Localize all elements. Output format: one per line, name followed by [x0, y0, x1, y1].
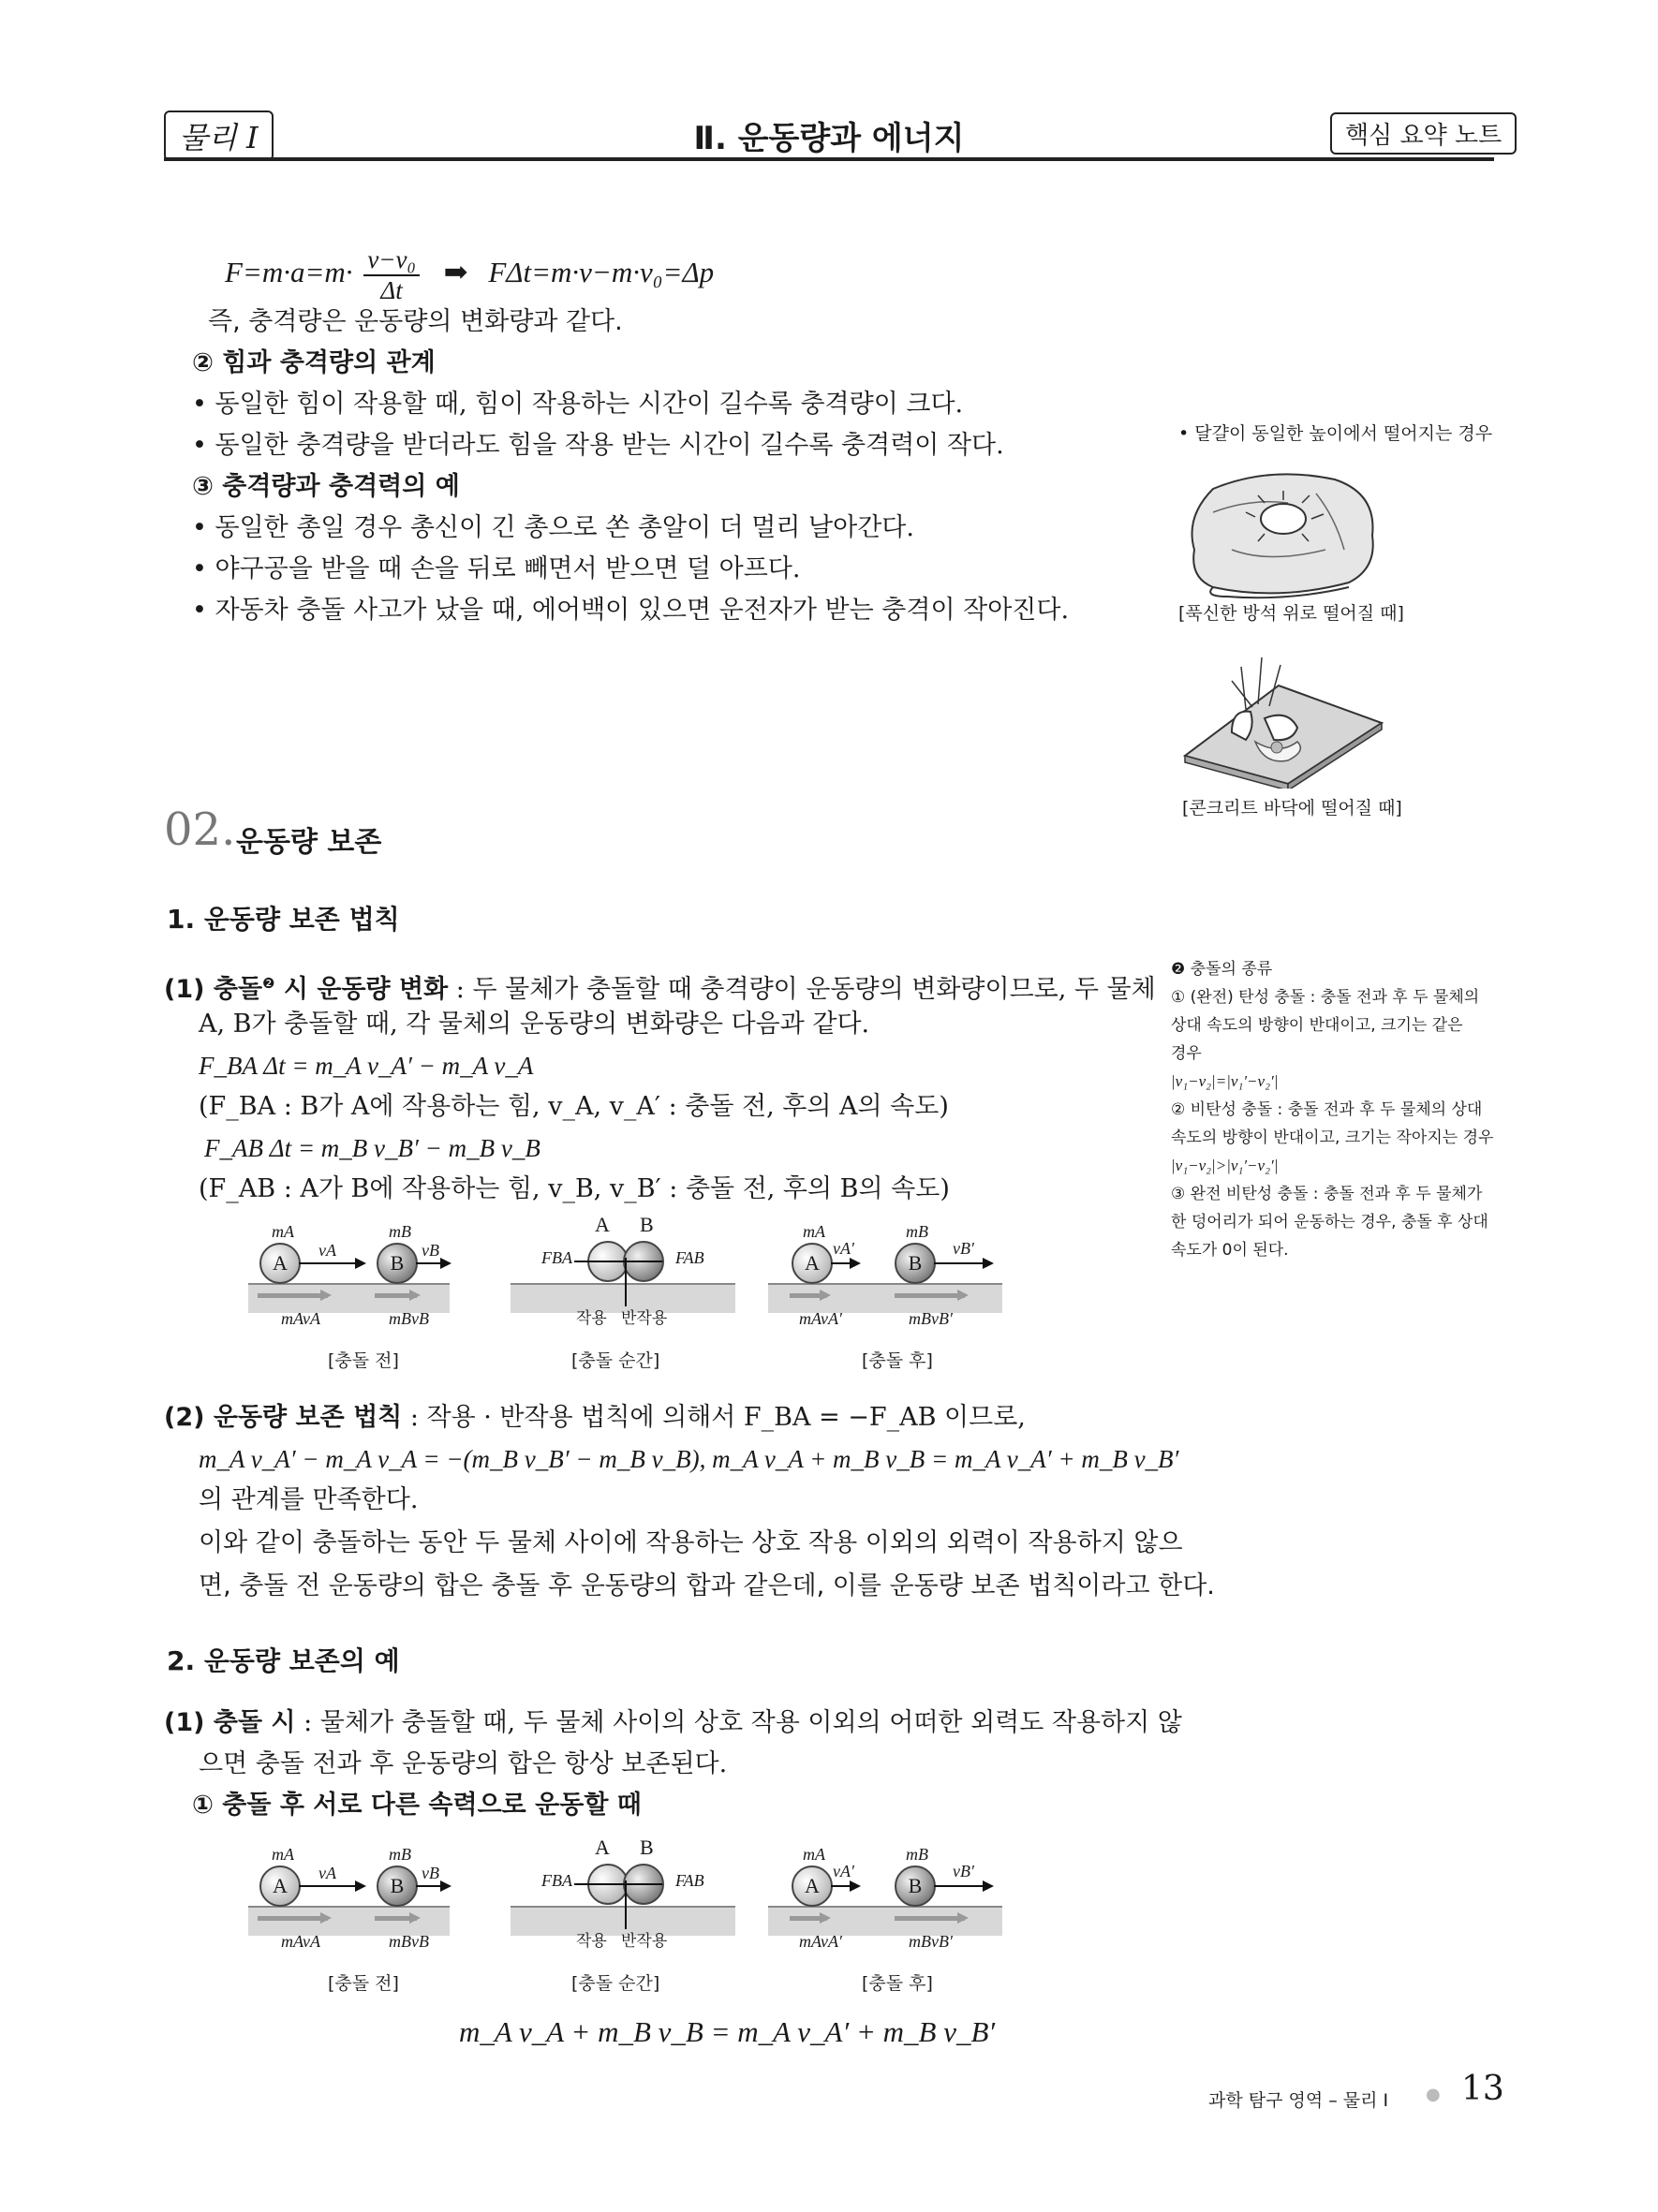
caption-before: [충돌 전]	[328, 1973, 399, 1994]
para-2-line-3: 의 관계를 만족한다.	[199, 1485, 419, 1514]
example-line-2: 으면 충돌 전과 후 운동량의 합은 항상 보존된다.	[199, 1749, 728, 1778]
momentum-a-after-arrow-icon	[790, 1916, 827, 1921]
header-rule	[164, 157, 1494, 161]
summary-tag: 핵심 요약 노트	[1330, 112, 1517, 155]
caption-before: [충돌 전]	[328, 1350, 399, 1371]
section-title: 운동량 보존	[236, 826, 382, 859]
force-arrows-icon	[574, 1883, 662, 1885]
ball-b-after: B	[895, 1243, 936, 1284]
formula-lhs: F=m·a=m·	[225, 256, 353, 289]
collision-types-line: 속도가 0이 된다.	[1171, 1241, 1289, 1260]
collision-types-line: 상대 속도의 방향이 반대이고, 크기는 같은	[1171, 1016, 1463, 1035]
footer-dot-icon: ●	[1426, 2085, 1441, 2104]
momentum-a-label: mAvA	[281, 1932, 320, 1951]
collision-types-line: ① (완전) 탄성 충돌 : 충돌 전과 후 두 물체의	[1171, 988, 1480, 1007]
velocity-b-arrow-icon	[416, 1885, 450, 1887]
momentum-b-after-label: mBvB′	[909, 1309, 953, 1328]
ball-a: A	[259, 1865, 301, 1907]
velocity-a-after-label: vA′	[833, 1239, 854, 1258]
momentum-a-after-label: mAvA′	[799, 1932, 842, 1951]
conservation-equation: m_A v_A′ − m_A v_A = −(m_B v_B′ − m_B v_B), m_A v_A + m_B v_B = m_A v_A′ + m_B v_B′	[199, 1445, 1179, 1473]
collision-diagram-2	[248, 1836, 1012, 2004]
velocity-b-after-label: vB′	[953, 1862, 974, 1880]
caption-during: [충돌 순간]	[571, 1973, 660, 1994]
velocity-a-after-arrow-icon	[831, 1885, 859, 1887]
collision-types-line: 한 덩어리가 되어 운동하는 경우, 충돌 후 상대	[1171, 1213, 1488, 1231]
para-2-label: (2) 운동량 보존 법칙	[164, 1403, 403, 1432]
inelastic-condition: |v₁−v₂|>|v₁′−v₂′|	[1171, 1157, 1279, 1174]
velocity-b-after-arrow-icon	[934, 1885, 992, 1887]
force-ba-label: FBA	[541, 1871, 572, 1890]
para-collision-example	[164, 1703, 1182, 1744]
example-subheading: ① 충돌 후 서로 다른 속력으로 운동할 때	[192, 1791, 642, 1820]
contact-a-label: A	[595, 1836, 610, 1859]
momentum-a-arrow-icon	[258, 1293, 328, 1298]
ball-b: B	[377, 1243, 418, 1284]
bullet-3: • 동일한 총일 경우 총신이 긴 총으로 쏜 총알이 더 멀리 날아간다.	[192, 513, 914, 542]
equation-fab-note: (F_AB : A가 B에 작용하는 힘, v_B, v_B′ : 충돌 전, 후의 B의 속도)	[199, 1174, 950, 1203]
velocity-b-label: vB	[422, 1864, 439, 1882]
contact-b-label: B	[640, 1213, 654, 1236]
momentum-b-label: mBvB	[389, 1932, 429, 1951]
page-number: 13	[1461, 2070, 1504, 2108]
formula-fraction	[363, 245, 420, 305]
caption-after: [충돌 후]	[862, 1350, 933, 1371]
subheading-examples: ③ 충격량과 충격력의 예	[192, 472, 460, 501]
footer-text: 과학 탐구 영역 – 물리 I	[1208, 2090, 1389, 2111]
contact-line	[625, 1258, 627, 1306]
para-1-label: (1) 충돌	[164, 975, 263, 1004]
equation-fba: F_BA Δt = m_A v_A′ − m_A v_A	[199, 1052, 534, 1080]
momentum-b-after-arrow-icon	[895, 1916, 965, 1921]
velocity-b-after-arrow-icon	[934, 1262, 992, 1264]
contact-b-label: B	[640, 1836, 654, 1859]
momentum-b-label: mBvB	[389, 1309, 429, 1328]
collision-diagram-1	[248, 1213, 1012, 1381]
section-number: 02.	[164, 804, 236, 856]
formula-rhs: FΔt=m·v−m·v₀=Δp	[488, 256, 715, 289]
impulse-line: 즉, 충격량은 운동량의 변화량과 같다.	[208, 307, 623, 336]
heading-conservation-examples: 2. 운동량 보존의 예	[167, 1645, 400, 1676]
ball-b-after: B	[895, 1865, 936, 1907]
subheading-force-impulse: ② 힘과 충격량의 관계	[192, 348, 436, 377]
velocity-a-arrow-icon	[299, 1262, 364, 1264]
para-conservation-law	[164, 1397, 1026, 1438]
collision-types-line: 경우	[1171, 1044, 1202, 1063]
reaction-label: 반작용	[621, 1932, 668, 1951]
example-text: : 물체가 충돌할 때, 두 물체 사이의 상호 작용 이외의 어떠한 외력도 작용하지 않	[295, 1708, 1182, 1737]
collision-types-title: ❷ 충돌의 종류	[1171, 960, 1273, 979]
para-1-label-2: 시 운동량 변화	[274, 975, 449, 1004]
velocity-a-after-label: vA′	[833, 1862, 854, 1880]
mass-a-label: mA	[272, 1222, 294, 1241]
action-label: 작용	[576, 1932, 607, 1951]
momentum-a-arrow-icon	[258, 1916, 328, 1921]
mass-a-label: mA	[272, 1845, 294, 1864]
force-ab-label: FAB	[675, 1871, 704, 1890]
caption-during: [충돌 순간]	[571, 1350, 660, 1371]
elastic-condition: |v₁−v₂|=|v₁′−v₂′|	[1171, 1072, 1279, 1090]
egg-sidebar-title: • 달걀이 동일한 높이에서 떨어지는 경우	[1178, 423, 1493, 444]
heading-conservation-law: 1. 운동량 보존 법칙	[167, 904, 400, 935]
bullet-2: • 동일한 충격량을 받더라도 힘을 작용 받는 시간이 길수록 충격력이 작다.	[192, 431, 1004, 460]
mass-b-label-after: mB	[906, 1845, 928, 1864]
cushion-caption: [푹신한 방석 위로 떨어질 때]	[1178, 603, 1404, 624]
ball-a-after: A	[792, 1243, 833, 1284]
mass-b-label: mB	[389, 1222, 411, 1241]
formula-denominator: Δt	[380, 276, 403, 304]
velocity-b-arrow-icon	[416, 1262, 450, 1264]
momentum-b-arrow-icon	[375, 1293, 417, 1298]
velocity-b-after-label: vB′	[953, 1239, 974, 1258]
bullet-5: • 자동차 충돌 사고가 났을 때, 에어백이 있으면 운전자가 받는 충격이 작아진다.	[192, 596, 1070, 625]
contact-a-label: A	[595, 1213, 610, 1236]
caption-after: [충돌 후]	[862, 1973, 933, 1994]
momentum-a-after-arrow-icon	[790, 1293, 827, 1298]
chapter-title: Ⅱ. 운동량과 에너지	[693, 120, 965, 157]
footnote-marker: ❷	[262, 975, 275, 992]
para-2-line-5: 면, 충돌 전 운동량의 합은 충돌 후 운동량의 합과 같은데, 이를 운동량 보존 법칙이라고 한다.	[199, 1571, 1215, 1600]
collision-types-sidebar	[1171, 955, 1508, 1264]
momentum-b-after-label: mBvB′	[909, 1932, 953, 1951]
impulse-formula	[225, 245, 714, 305]
equation-fba-note: (F_BA : B가 A에 작용하는 힘, v_A, v_A′ : 충돌 전, 후의 A의 속도)	[199, 1092, 949, 1121]
concrete-illustration	[1176, 639, 1391, 789]
velocity-a-label: vA	[318, 1241, 336, 1260]
implies-arrow-icon: ➡	[443, 256, 468, 289]
para-1-line-2: A, B가 충돌할 때, 각 물체의 운동량의 변화량은 다음과 같다.	[199, 1010, 870, 1039]
subject-label: 물리 I	[164, 111, 274, 161]
force-ab-label: FAB	[675, 1248, 704, 1267]
concrete-caption: [콘크리트 바닥에 떨어질 때]	[1182, 798, 1402, 818]
collision-types-line: ③ 완전 비탄성 충돌 : 충돌 전과 후 두 물체가	[1171, 1185, 1483, 1203]
ball-a-after: A	[792, 1865, 833, 1907]
example-label: (1) 충돌 시	[164, 1708, 296, 1737]
velocity-a-arrow-icon	[299, 1885, 364, 1887]
para-2-line-4: 이와 같이 충돌하는 동안 두 물체 사이에 작용하는 상호 작용 이외의 외력이 작용하지 않으	[199, 1528, 1183, 1557]
velocity-b-label: vB	[422, 1241, 439, 1260]
action-label: 작용	[576, 1309, 607, 1328]
momentum-b-arrow-icon	[375, 1916, 417, 1921]
force-arrows-icon	[574, 1261, 662, 1262]
equation-fab: F_AB Δt = m_B v_B′ − m_B v_B	[204, 1134, 540, 1162]
para-2-text: : 작용 · 반작용 법칙에 의해서 F_BA = −F_AB 이므로,	[402, 1403, 1026, 1432]
ball-a: A	[259, 1243, 301, 1284]
formula-numerator: v−v₀	[363, 245, 420, 276]
cushion-illustration	[1176, 461, 1391, 601]
momentum-a-after-label: mAvA′	[799, 1309, 842, 1328]
momentum-a-label: mAvA	[281, 1309, 320, 1328]
bullet-4: • 야구공을 받을 때 손을 뒤로 빼면서 받으면 덜 아프다.	[192, 554, 801, 583]
mass-a-label-after: mA	[803, 1845, 825, 1864]
contact-line	[625, 1880, 627, 1929]
collision-types-line: ② 비탄성 충돌 : 충돌 전과 후 두 물체의 상대	[1171, 1100, 1483, 1119]
velocity-a-label: vA	[318, 1864, 336, 1882]
bullet-1: • 동일한 힘이 작용할 때, 힘이 작용하는 시간이 길수록 충격량이 크다.	[192, 390, 964, 419]
force-ba-label: FBA	[541, 1248, 572, 1267]
para-1-text: : 두 물체가 충돌할 때 충격량이 운동량의 변화량이므로, 두 물체	[448, 975, 1156, 1004]
ball-b: B	[377, 1865, 418, 1907]
example-equation: m_A v_A + m_B v_B = m_A v_A′ + m_B v_B′	[459, 2015, 996, 2048]
mass-a-label-after: mA	[803, 1222, 825, 1241]
momentum-b-after-arrow-icon	[895, 1293, 965, 1298]
mass-b-label: mB	[389, 1845, 411, 1864]
reaction-label: 반작용	[621, 1309, 668, 1328]
mass-b-label-after: mB	[906, 1222, 928, 1241]
collision-types-line: 속도의 방향이 반대이고, 크기는 작아지는 경우	[1171, 1128, 1494, 1147]
velocity-a-after-arrow-icon	[831, 1262, 859, 1264]
